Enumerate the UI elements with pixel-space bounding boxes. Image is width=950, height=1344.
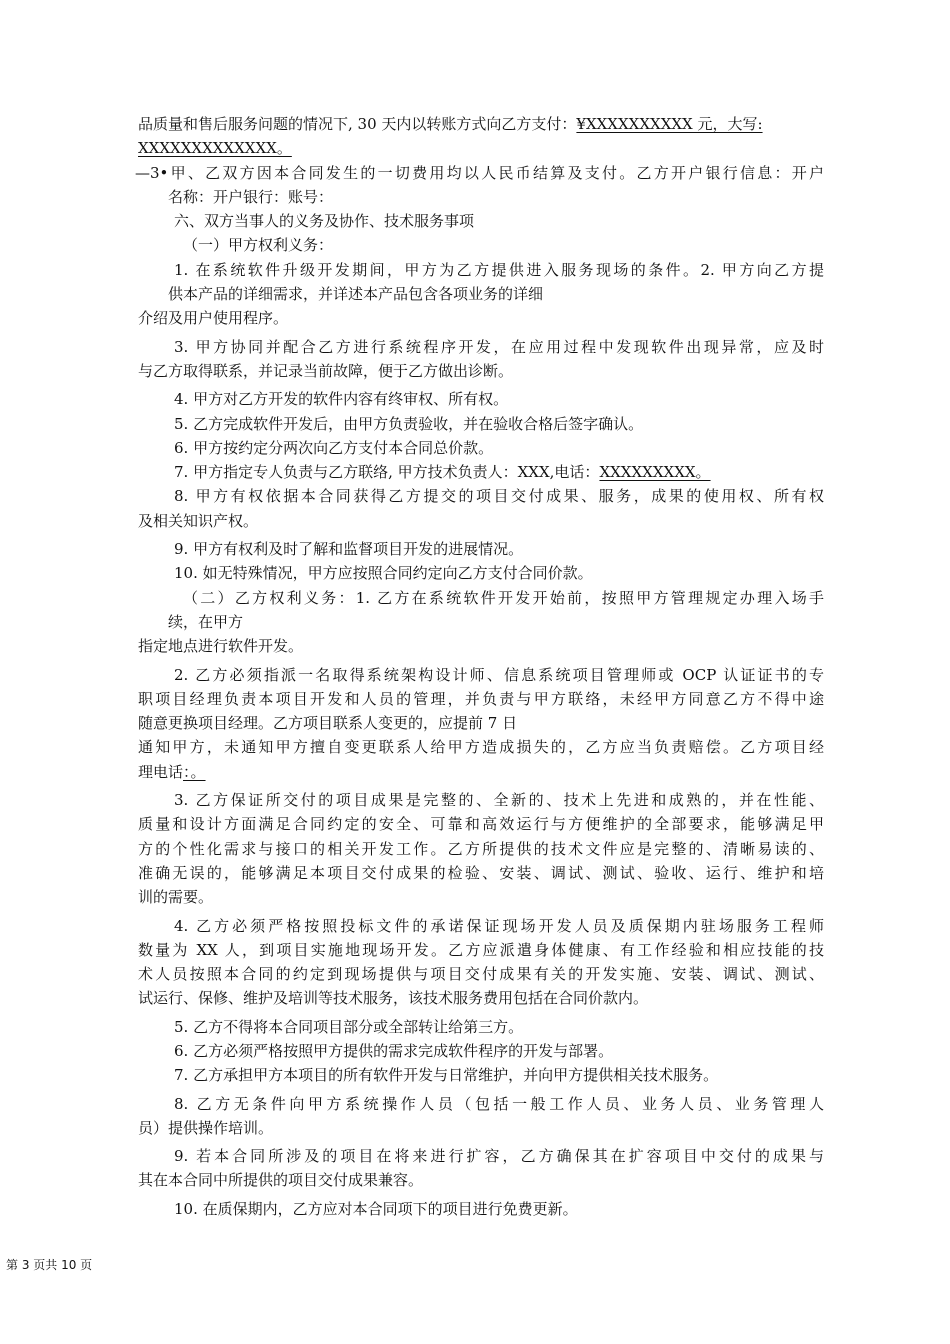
party-b-item-4-cont2: 术人员按照本合同的约定到现场提供与项目交付成果有关的开发实施、安装、调试、测试、	[138, 965, 824, 984]
party-b-item-3-cont2: 方的个性化需求与接口的相关开发工作。乙方所提供的技术文件应是完整的、清晰易读的、	[138, 839, 824, 858]
party-b-item-2: 2. 乙方必须指派一名取得系统架构设计师、信息系统项目管理师或 OCP 认证证书的专	[174, 665, 824, 684]
amount-field: ¥XXXXXXXXXX 元，大写:	[576, 115, 763, 133]
manager-phone-field: ：。	[183, 762, 206, 781]
party-b-item-9-cont: 其在本合同中所提供的项目交付成果兼容。	[138, 1171, 424, 1190]
party-b-item-4: 4. 乙方必须严格按照投标文件的承诺保证现场开发人员及质保期内驻场服务工程师	[174, 916, 824, 935]
party-a-item-4: 4. 甲方对乙方开发的软件内容有终审权、所有权。	[174, 390, 509, 409]
party-b-item-2-cont: 职项目经理负责本项目开发和人员的管理，并负责与甲方联络，未经甲方同意乙方不得中途	[138, 689, 824, 708]
party-b-item-3-cont3: 准确无误的，能够满足本项目交付成果的检验、安装、调试、测试、验收、运行、维护和培	[138, 863, 824, 882]
section-6-title: 六、双方当事人的义务及协作、技术服务事项	[174, 212, 475, 231]
party-b-item-8-cont: 员）提供操作培训。	[138, 1118, 274, 1137]
party-b-item-3-cont: 质量和设计方面满足合同约定的安全、可靠和高效运行与方便维护的全部要求，能够满足甲	[138, 815, 824, 834]
phone-field: XXXXXXXXX。	[599, 463, 711, 482]
party-a-item-1-cont2: 介绍及用户使用程序。	[138, 309, 289, 328]
party-b-item-3-cont4: 训的需要。	[138, 888, 214, 907]
party-a-item-1-cont: 供本产品的详细需求，并详述本产品包含各项业务的详细	[168, 285, 544, 304]
party-a-title: （一）甲方权利义务：	[183, 236, 334, 255]
party-a-item-1: 1. 在系统软件升级开发期间，甲方为乙方提供进入服务现场的条件。2. 甲方向乙方提	[174, 260, 824, 279]
party-b-item-3: 3. 乙方保证所交付的项目成果是完整的、全新的、技术上先进和成熟的，并在性能、	[174, 791, 824, 810]
party-b-item-5: 5. 乙方不得将本合同项目部分或全部转让给第三方。	[174, 1017, 524, 1036]
party-b-title: （二）乙方权利义务：1. 乙方在系统软件开发开始前，按照甲方管理规定办理入场手	[183, 588, 824, 607]
party-b-item-8: 8. 乙方无条件向甲方系统操作人员（包括一般工作人员、业务人员、业务管理人	[174, 1094, 824, 1113]
party-a-item-6: 6. 甲方按约定分两次向乙方支付本合同总价款。	[174, 438, 494, 457]
party-b-item-6: 6. 乙方必须严格按照甲方提供的需求完成软件程序的开发与部署。	[174, 1041, 614, 1060]
party-a-item-8: 8. 甲方有权依据本合同获得乙方提交的项目交付成果、服务，成果的使用权、所有权	[174, 487, 824, 506]
party-b-item-4-cont3: 试运行、保修、维护及培训等技术服务，该技术服务费用包括在合同价款内。	[138, 989, 649, 1008]
party-b-item-2-cont4: 理电话：。	[138, 762, 206, 781]
party-b-item-4-cont: 数量为 XX 人，到项目实施地现场开发。乙方应派遣身体健康、有工作经验和相应技能的技	[138, 940, 824, 959]
party-a-item-3: 3. 甲方协同并配合乙方进行系统程序开发，在应用过程中发现软件出现异常，应及时	[174, 337, 824, 356]
amount-words-field: XXXXXXXXXXXXX。	[138, 139, 292, 158]
party-a-item-3-cont: 与乙方取得联系，并记录当前故障，便于乙方做出诊断。	[138, 361, 514, 380]
payment-line-3: —3•甲、乙双方因本合同发生的一切费用均以人民币结算及支付。乙方开户银行信息：开户	[135, 163, 824, 182]
party-b-item-7: 7. 乙方承担甲方本项目的所有软件开发与日常维护，并向甲方提供相关技术服务。	[174, 1066, 719, 1085]
party-a-item-10: 10. 如无特殊情况，甲方应按照合同约定向乙方支付合同价款。	[174, 564, 593, 583]
party-b-item-10: 10. 在质保期内，乙方应对本合同项下的项目进行免费更新。	[174, 1199, 578, 1218]
party-a-item-5: 5. 乙方完成软件开发后，由甲方负责验收，并在验收合格后签字确认。	[174, 414, 644, 433]
payment-line-1: 品质量和售后服务问题的情况下, 30 天内以转账方式向乙方支付：¥XXXXXXXXXX 元，大写:	[138, 115, 763, 133]
party-b-item-9: 9. 若本合同所涉及的项目在将来进行扩容，乙方确保其在扩容项目中交付的成果与	[174, 1147, 824, 1166]
party-b-item-2-cont3: 通知甲方，未通知甲方擅自变更联系人给甲方造成损失的，乙方应当负责赔偿。乙方项目经	[138, 738, 824, 757]
party-a-item-7: 7. 甲方指定专人负责与乙方联络, 甲方技术负责人：XXX,电话：XXXXXXXXX。	[174, 463, 711, 482]
party-b-item-2-cont2: 随意更换项目经理。乙方项目联系人变更的，应提前 7 日	[138, 714, 518, 733]
party-b-title-cont2: 指定地点进行软件开发。	[138, 637, 304, 656]
party-a-item-9: 9. 甲方有权利及时了解和监督项目开发的进展情况。	[174, 540, 524, 559]
party-b-title-cont: 续，在甲方	[168, 612, 244, 631]
party-a-item-8-cont: 及相关知识产权。	[138, 511, 259, 530]
document-body	[135, 112, 824, 1221]
payment-line-2	[138, 136, 824, 160]
payment-line-4: 名称：开户银行：账号：	[168, 187, 334, 206]
page-number-footer: 第 3 页共 10 页	[6, 1258, 93, 1272]
